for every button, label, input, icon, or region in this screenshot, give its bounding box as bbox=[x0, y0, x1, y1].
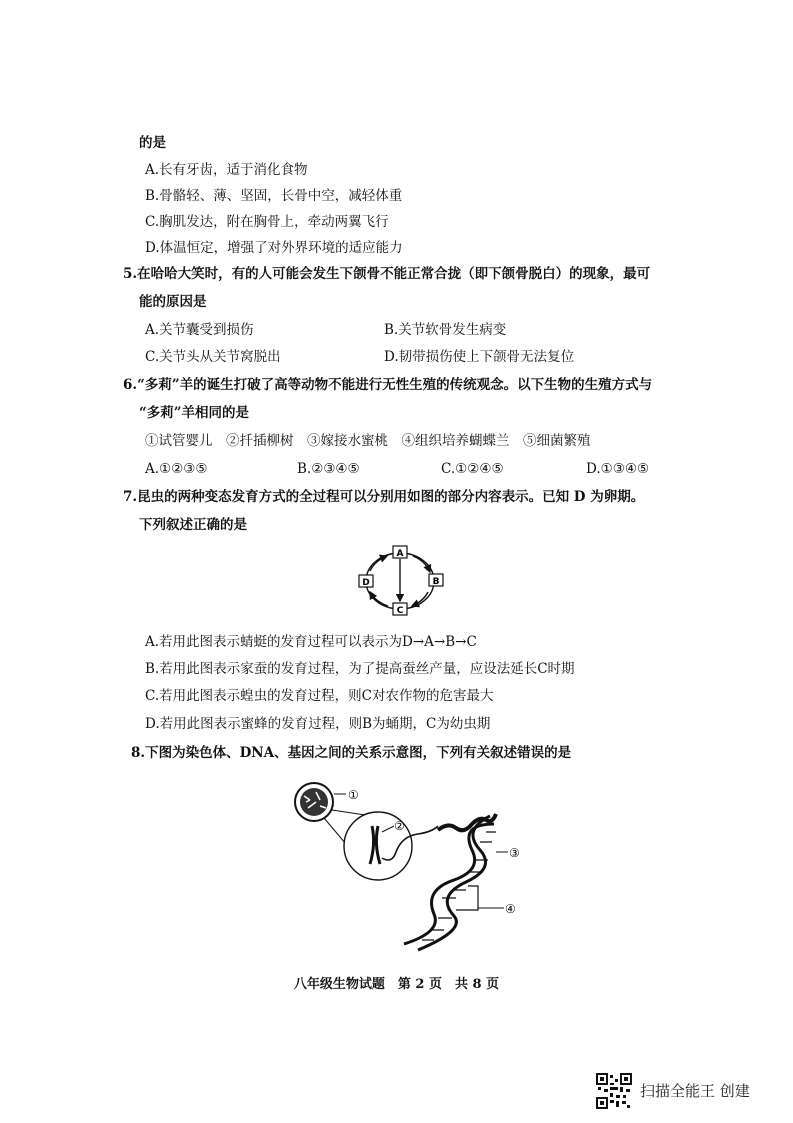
stage-label-b: B bbox=[432, 577, 440, 587]
arrow-c-to-d bbox=[370, 592, 388, 606]
stage-label-d: D bbox=[362, 578, 370, 588]
question-5-stem-cont: 能的原因是 bbox=[139, 294, 207, 310]
option-a: A.长有牙齿，适于消化食物 bbox=[145, 162, 308, 178]
question-6-stem: 6.“多莉”羊的诞生打破了高等动物不能进行无性生殖的传统观念。以下生物的生殖方式与 bbox=[123, 377, 653, 393]
option-c: C.若用此图表示蝗虫的发育过程，则C对农作物的危害最大 bbox=[145, 688, 494, 704]
label-3: ③ bbox=[509, 846, 520, 860]
question-6-items: ①试管婴儿 ②扦插柳树 ③嫁接水蜜桃 ④组织培养蝴蝶兰 ⑤细菌繁殖 bbox=[145, 433, 591, 449]
question-7-stem-cont: 下列叙述正确的是 bbox=[139, 517, 247, 533]
page-footer: 八年级生物试题 第 2 页 共 8 页 bbox=[293, 977, 500, 992]
scanner-watermark: 扫描全能王 创建 bbox=[640, 1082, 750, 1100]
option-d: D.韧带损伤使上下颌骨无法复位 bbox=[384, 349, 575, 365]
option-d: D.若用此图表示蜜蜂的发育过程，则B为蛹期，C为幼虫期 bbox=[145, 716, 491, 732]
question-6-stem-cont: “多莉”羊相同的是 bbox=[139, 405, 250, 421]
option-b: B.②③④⑤ bbox=[297, 461, 360, 477]
stage-label-a: A bbox=[396, 549, 404, 559]
chromosome-dna-diagram bbox=[290, 780, 530, 958]
option-c: C.胸肌发达，附在胸骨上，牵动两翼飞行 bbox=[145, 214, 389, 230]
label-1: ① bbox=[348, 788, 359, 802]
option-b: B.若用此图表示家蚕的发育过程，为了提高蚕丝产量，应设法延长C时期 bbox=[145, 661, 575, 677]
qr-code-icon bbox=[596, 1073, 632, 1109]
label-2: ② bbox=[394, 819, 405, 833]
option-b: B.骨骼轻、薄、坚固，长骨中空，减轻体重 bbox=[145, 188, 403, 204]
option-b: B.关节软骨发生病变 bbox=[384, 322, 507, 338]
question-stem-tail: 的是 bbox=[139, 135, 166, 151]
stage-label-c: C bbox=[396, 606, 404, 616]
option-c: C.关节头从关节窝脱出 bbox=[145, 349, 281, 365]
option-d: D.①③④⑤ bbox=[586, 461, 650, 477]
option-a: A.关节囊受到损伤 bbox=[145, 322, 254, 338]
question-5-stem: 5.在哈哈大笑时，有的人可能会发生下颌骨不能正常合拢（即下颌骨脱白）的现象，最可 bbox=[123, 266, 651, 282]
question-7-stem: 7.昆虫的两种变态发育方式的全过程可以分别用如图的部分内容表示。已知 D 为卵期。 bbox=[123, 489, 645, 505]
nucleus-icon bbox=[300, 788, 328, 816]
option-a: A.①②③⑤ bbox=[145, 461, 208, 477]
label-4: ④ bbox=[505, 902, 516, 916]
dna-helix-icon bbox=[418, 816, 490, 950]
option-a: A.若用此图表示蜻蜓的发育过程可以表示为D→A→B→C bbox=[145, 634, 477, 650]
option-c: C.①②④⑤ bbox=[441, 461, 504, 477]
option-d: D.体温恒定，增强了对外界环境的适应能力 bbox=[145, 240, 403, 256]
question-8-stem: 8.下图为染色体、DNA、基因之间的关系示意图，下列有关叙述错误的是 bbox=[131, 745, 572, 761]
life-cycle-diagram bbox=[350, 540, 460, 620]
